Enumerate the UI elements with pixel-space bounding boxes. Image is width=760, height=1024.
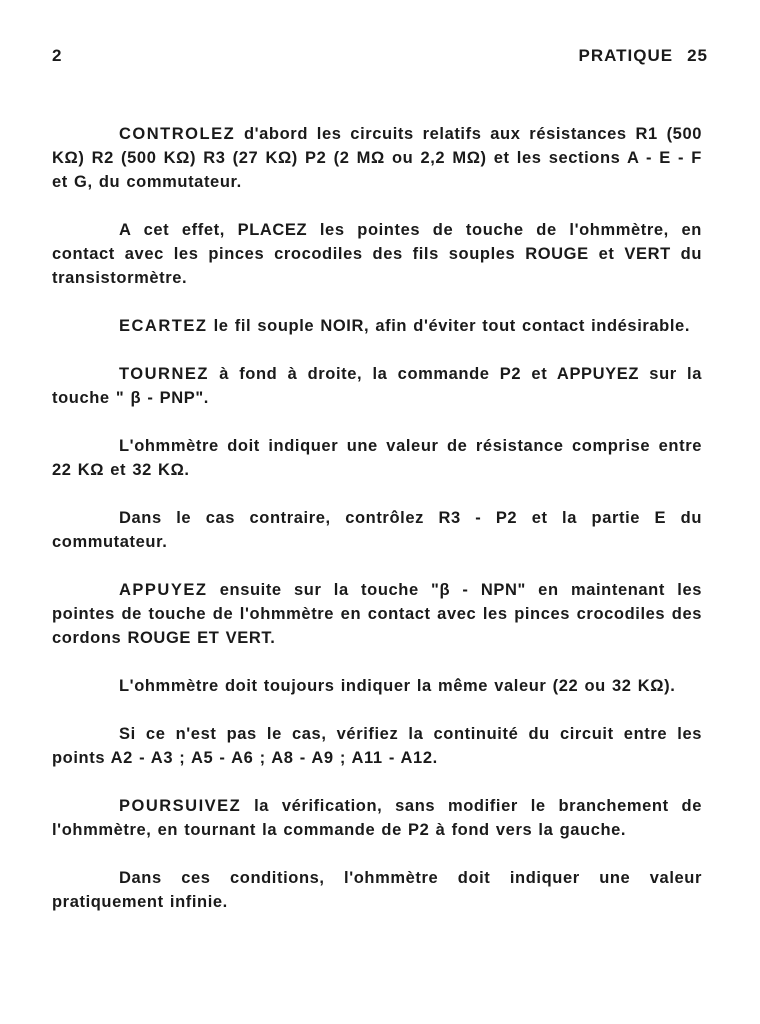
paragraph-keyword: CONTROLEZ (119, 125, 236, 143)
paragraph-keyword: POURSUIVEZ (119, 797, 242, 815)
paragraph-cas-contraire (52, 506, 702, 554)
paragraph-placez (52, 218, 702, 290)
page-header (52, 46, 708, 74)
paragraph-ohmmetre-valeur (52, 434, 702, 482)
paragraph-text: Dans ces conditions, l'ohmmètre doit indiquer une valeur pratiquement infinie. (52, 869, 702, 911)
paragraph-text: Dans le cas contraire, contrôlez R3 - P2 et la partie E du commutateur. (52, 509, 702, 551)
paragraph-poursuivez (52, 794, 702, 842)
paragraph-conditions (52, 866, 702, 914)
paragraph-text: L'ohmmètre doit toujours indiquer la même valeur (22 ou 32 KΩ). (119, 677, 676, 695)
paragraph-appuyez (52, 578, 702, 650)
running-header (579, 46, 709, 66)
section-title: PRATIQUE (578, 46, 674, 65)
paragraph-text: à fond à droite, la commande P2 et APPUYEZ sur la touche " β - PNP". (52, 365, 702, 407)
paragraph-tournez (52, 362, 702, 410)
paragraph-continuite (52, 722, 702, 770)
paragraph-text: L'ohmmètre doit indiquer une valeur de résistance comprise entre 22 KΩ et 32 KΩ. (52, 437, 702, 479)
paragraph-text: d'abord les circuits relatifs aux résistances R1 (500 KΩ) R2 (500 KΩ) R3 (27 KΩ) P2 (2 MΩ ou 2,2 MΩ) et les sections A - E - F et G, du commutateur. (52, 125, 702, 191)
paragraph-text: Si ce n'est pas le cas, vérifiez la continuité du circuit entre les points A2 - A3 ; A5 - A6 ; A8 - A9 ; A11 - A12. (52, 725, 702, 767)
document-body (52, 122, 702, 938)
page-number: 2 (52, 46, 63, 65)
issue-number: 25 (687, 46, 708, 65)
paragraph-meme-valeur (52, 674, 702, 698)
paragraph-keyword: TOURNEZ (119, 365, 209, 383)
paragraph-controlez (52, 122, 702, 194)
paragraph-text: le fil souple NOIR, afin d'éviter tout contact indésirable. (207, 317, 691, 335)
paragraph-keyword: ECARTEZ (119, 317, 208, 335)
paragraph-ecartez (52, 314, 702, 338)
paragraph-text: ensuite sur la touche "β - NPN" en maintenant les pointes de touche de l'ohmmètre en contact avec les pinces crocodiles des cordons ROUGE ET VERT. (52, 581, 702, 647)
paragraph-keyword: APPUYEZ (119, 581, 208, 599)
paragraph-text: A cet effet, PLACEZ les pointes de touche de l'ohmmètre, en contact avec les pinces crocodiles des fils souples ROUGE et VERT du transistormètre. (52, 221, 702, 287)
paragraph-text: la vérification, sans modifier le branchement de l'ohmmètre, en tournant la commande de P2 à fond vers la gauche. (52, 797, 702, 839)
